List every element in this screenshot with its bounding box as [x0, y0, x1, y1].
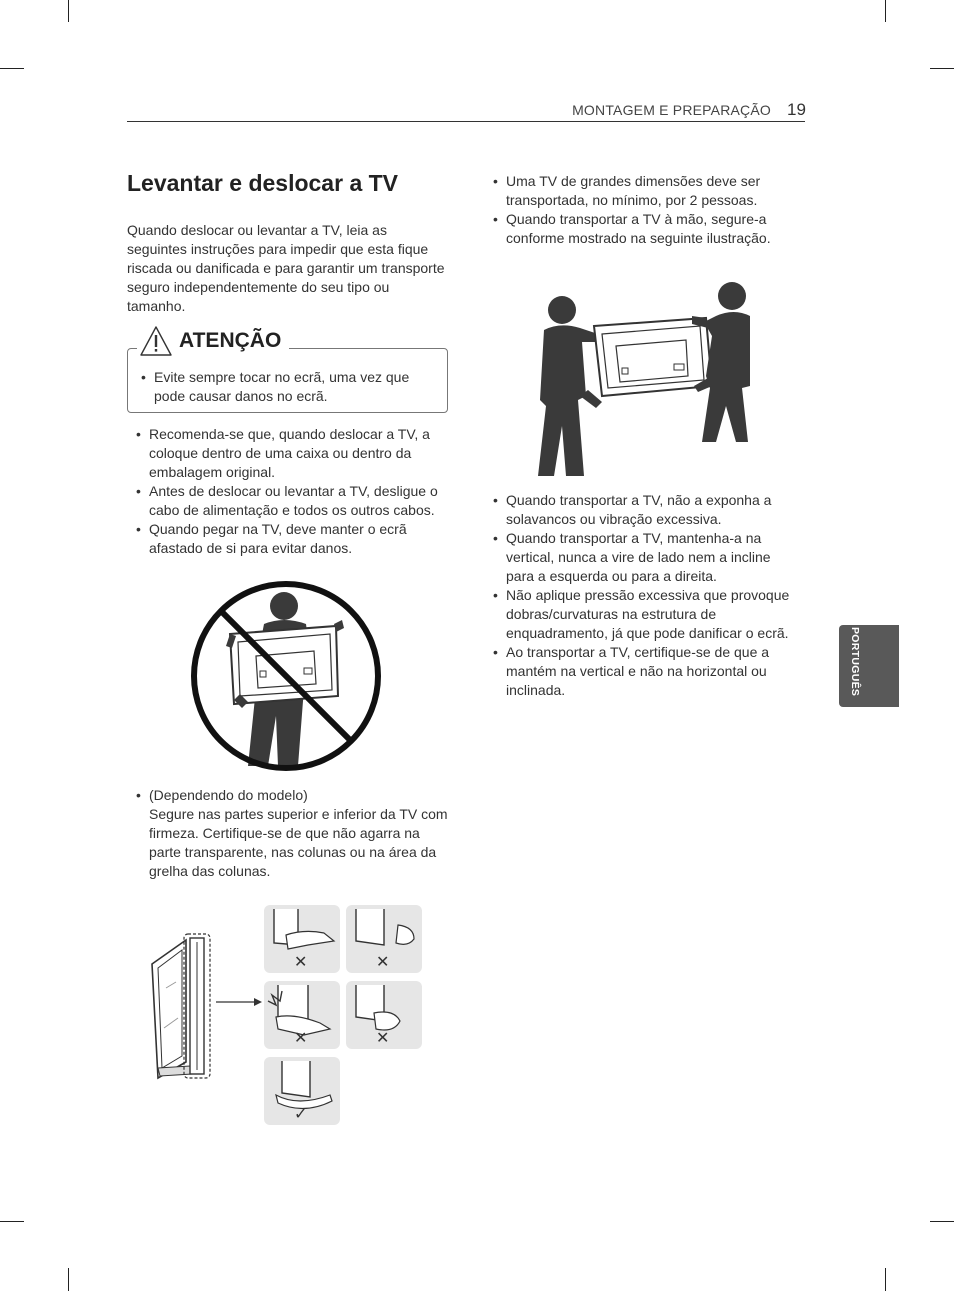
list-item: • Ao transportar a TV, certifique-se de que a mantém na vertical e não na horizontal ou inclinada. — [484, 643, 800, 700]
right-bullet-list-top — [484, 172, 784, 248]
crop-mark — [0, 68, 24, 69]
crop-mark — [885, 0, 886, 22]
model-bullet-list — [127, 786, 449, 881]
crop-mark — [0, 1221, 24, 1222]
language-tab-label: PORTUGUÊS — [849, 627, 861, 697]
page-number: 19 — [787, 100, 806, 119]
header-rule — [127, 121, 805, 122]
right-bullet-list-bottom — [484, 491, 800, 700]
crop-mark — [930, 1221, 954, 1222]
caution-item: • Evite sempre tocar no ecrã, uma vez que pode causar danos no ecrã. — [132, 368, 432, 406]
grip-mark-3: ✕ — [294, 1030, 308, 1047]
caution-title: ATENÇÃO — [179, 329, 282, 352]
list-item: • Quando transportar a TV, mantenha-a na vertical, nunca a vire de lado nem a incline para a esquerda ou para a direita. — [484, 529, 800, 586]
crop-mark — [885, 1268, 886, 1291]
grip-mark-4: ✕ — [376, 1030, 390, 1047]
grip-mark-1: ✕ — [294, 954, 308, 971]
crop-mark — [68, 0, 69, 22]
grip-detail-drawings — [264, 905, 424, 1125]
list-item: • Quando transportar a TV, não a exponha a solavancos ou vibração excessiva. — [484, 491, 800, 529]
grip-mark-5: ✓ — [294, 1106, 308, 1123]
crop-mark — [930, 68, 954, 69]
two-person-carry-illustration — [536, 276, 766, 478]
section-title: MONTAGEM E PREPARAÇÃO — [572, 102, 771, 118]
list-item: • Quando pegar na TV, deve manter o ecrã afastado de si para evitar danos. — [127, 520, 449, 558]
list-item: • Uma TV de grandes dimensões deve ser transportada, no mínimo, por 2 pessoas. — [484, 172, 784, 210]
intro-paragraph: Quando deslocar ou levantar a TV, leia as seguintes instruções para impedir que esta fique riscada ou danificada e para garantir um transporte seguro independentemente do seu tipo ou tamanho. — [127, 222, 445, 314]
caution-list — [132, 368, 432, 406]
grip-mark-2: ✕ — [376, 954, 390, 971]
list-item: • Antes de deslocar ou levantar a TV, desligue o cabo de alimentação e todos os outros cabos. — [127, 482, 449, 520]
caution-header — [137, 325, 289, 357]
left-bullet-list — [127, 425, 449, 558]
list-item: • Quando transportar a TV à mão, segure-a conforme mostrado na seguinte ilustração. — [484, 210, 784, 248]
list-item: • Recomenda-se que, quando deslocar a TV, a coloque dentro de uma caixa ou dentro da embalagem original. — [127, 425, 449, 482]
page-title: Levantar e deslocar a TV — [127, 170, 399, 196]
list-item: • Não aplique pressão excessiva que provoque dobras/curvaturas na estrutura de enquadramento, já que pode danificar o ecrã. — [484, 586, 800, 643]
warning-icon — [139, 325, 173, 357]
tv-side-illustration — [150, 928, 264, 1084]
crop-mark — [68, 1268, 69, 1291]
list-item: • (Dependendo do modelo) Segure nas partes superior e inferior da TV com firmeza. Certifique-se de que não agarra na parte transparente, nas colunas ou na área da grelha das colunas. — [127, 786, 449, 881]
prohibited-carry-illustration — [186, 576, 386, 776]
